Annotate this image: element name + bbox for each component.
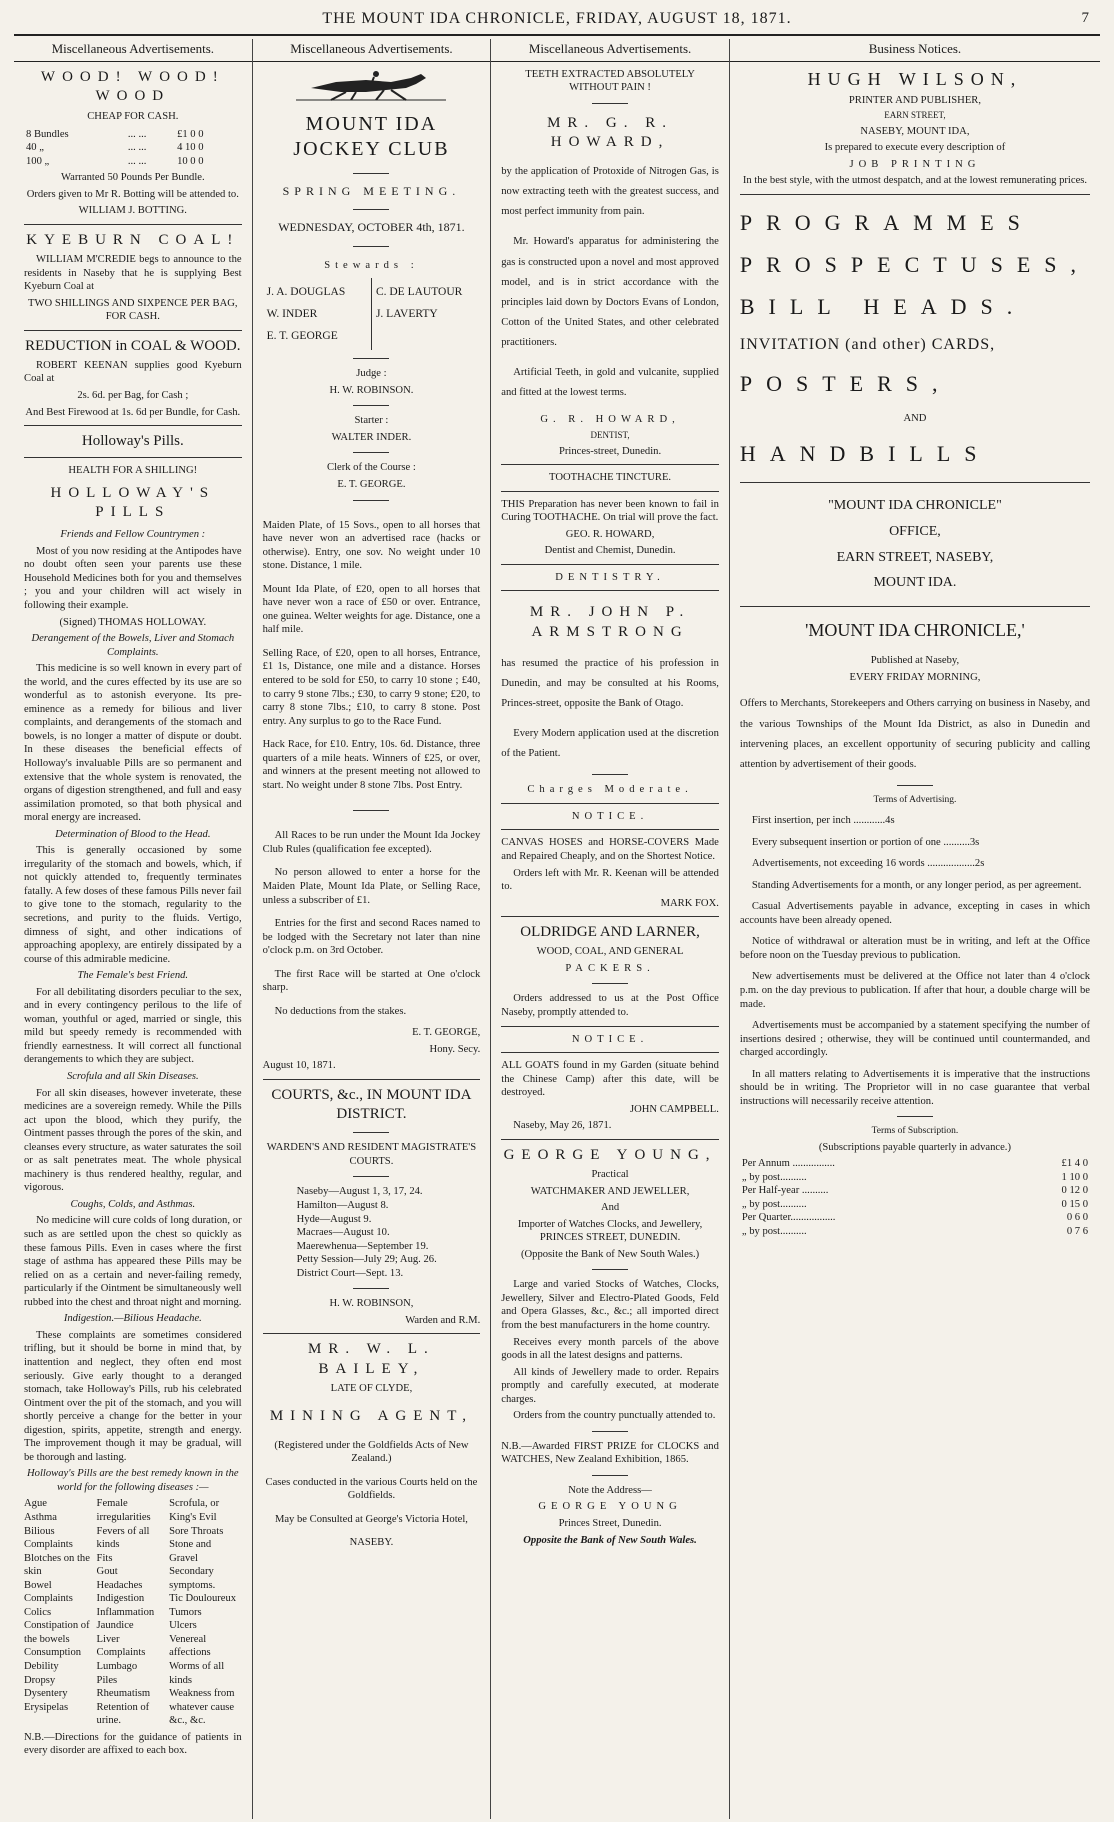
list-item: Dysentery (24, 1688, 68, 1700)
young-addr: GEORGE YOUNG (538, 1501, 682, 1513)
list-item: Ulcers (169, 1620, 197, 1632)
prospectuses: PROSPECTUSES, (739, 252, 1090, 278)
list-item: Venereal affections (169, 1633, 211, 1659)
chronicle-published: Published at Naseby, (870, 655, 960, 667)
terms-2: Every subsequent insertion or portion of one ..........3s (751, 836, 980, 848)
handbills: HANDBILLS (739, 440, 991, 466)
judge-heading: Judge : (356, 368, 387, 380)
young-watchmaker: WATCHMAKER AND JEWELLER, (530, 1185, 690, 1197)
list-item: Stone and Gravel (169, 1539, 212, 1564)
holloway-t3: For all debilitating disorders peculiar to the sex, and in every contingency perilous to the life of woman, youthful or aged, married or single, this mild but speedy remedy is recommended with friendly earnestness. It will correct all functional derangements to which they are subject. (24, 986, 242, 1066)
race-selling: Selling Race, of £20, open to all horses, Entrance, £1 1s, Distance, one mile and a distance. Horses entered to be sold for £50, to carry 10 stone ; £40, to carry 9 stone 7lbs.; £30, to carry 9 stone; £20, to carry 8 stone 7lbs.; £10, to carry 8 stone. Post entry. Any surplus to go to the Race Fund. (262, 647, 481, 727)
wilson-naseby: NASEBY, MOUNT IDA, (860, 125, 970, 137)
masthead-title: THE MOUNT IDA CHRONICLE, FRIDAY, AUGUST 18, 1871. (322, 10, 792, 27)
list-item: Sore Throats (169, 1525, 224, 1537)
list-item: Hamilton—August 8. (296, 1200, 389, 1212)
howard-p1: by the application of Protoxide of Nitrogen Gas, is now extracting teeth with the greatest success, and most perfect immunity from pain. (501, 166, 719, 218)
howard-p3: Artificial Teeth, in gold and vulcanite, supplied and fitted at the lowest terms. (501, 367, 719, 399)
column-1 (14, 39, 253, 1819)
holloway-t2: This is generally occasioned by some irregularity of the stomach and bowels, which, if not quickly attended to, frequently terminates fatally. A few doses of these famous Pills never fail to give tone to the stomach, regularity to the secretions, and purity to the fluids. Vertigo, dimness of sight, and other indications of approaching apoplexy, are entirely dissipated by a course of this admirable medicine. (24, 845, 242, 965)
secretary-title: Hony. Secy. (429, 1043, 481, 1055)
terms-s3: Notice of withdrawal or alteration must be in writing, and left at the Office before noon on the Tuesday previous to publication. (739, 936, 1090, 961)
column-heading: Business Notices. (730, 39, 1100, 62)
office-street: EARN STREET, NASEBY, (836, 549, 994, 565)
list-item: Consumption (24, 1647, 82, 1659)
list-item: Jaundice (96, 1620, 134, 1632)
young-addr2: Princes Street, Dunedin. (558, 1517, 662, 1529)
list-item: Scrofula, or King's Evil (169, 1498, 220, 1523)
holloway-sub: HEALTH FOR A SHILLING! (68, 465, 198, 477)
teeth-heading: TEETH EXTRACTED ABSOLUTELY WITHOUT PAIN ! (525, 68, 695, 94)
printing-and: AND (903, 413, 927, 424)
list-item: Tumors (169, 1606, 202, 1618)
list-item: Erysipelas (24, 1701, 69, 1713)
terms-3: Advertisements, not exceeding 16 words ..................2s (751, 858, 985, 870)
column-3 (491, 39, 730, 1819)
posters: POSTERS, (739, 370, 952, 396)
reduction-p2: And Best Firewood at 1s. 6d per Bundle, for Cash. (25, 406, 241, 418)
notice-heading: NOTICE. (571, 810, 649, 822)
young-p2: Receives every month parcels of the above goods in all the latest designs and patterns. (501, 1336, 719, 1362)
starter: WALTER INDER. (331, 431, 412, 443)
bailey-consult: May be Consulted at George's Victoria Hotel, (274, 1513, 468, 1525)
list-item: Female irregularities (96, 1498, 151, 1523)
meeting-date: WEDNESDAY, OCTOBER 4th, 1871. (278, 220, 465, 235)
wilson-earn: EARN STREET, (884, 110, 946, 121)
list-item: District Court—Sept. 13. (296, 1267, 404, 1279)
courts-sign: H. W. ROBINSON, (329, 1298, 414, 1310)
terms-advertising: Terms of Advertising. (873, 794, 957, 805)
young-and: And (600, 1202, 620, 1214)
howard-address: Princes-street, Dunedin. (559, 445, 662, 457)
holloway-h4: Scrofula and all Skin Diseases. (66, 1071, 199, 1083)
young-p4: Orders from the country punctually attended to. (513, 1410, 716, 1422)
clerk-heading: Clerk of the Course : (327, 462, 416, 474)
wood-orders: Orders given to Mr R. Botting will be attended to. (26, 188, 239, 200)
chronicle-offers: Offers to Merchants, Storekeepers and Others carrying on business in Naseby, and the various Townships of the Mount Ida District, as also in Dunedin and intervening places, an excellent opportunity of securing publicity and calling attention by advertisement of their goods. (739, 698, 1090, 770)
column-heading: Miscellaneous Advertisements. (253, 39, 491, 62)
spring-meeting: SPRING MEETING. (282, 183, 461, 198)
oldridge-title: OLDRIDGE AND LARNER, (520, 924, 700, 941)
list-item: Petty Session—July 29; Aug. 26. (296, 1254, 437, 1266)
holloway-heading: Holloway's Pills. (81, 433, 184, 450)
goats-notice: ALL GOATS found in my Garden (situate behind the Chinese Camp) after this date, will be destroyed. (501, 1060, 719, 1099)
wilson-style: In the best style, with the utmost despatch, and at the lowest remunerating prices. (742, 175, 1088, 187)
young-opposite: (Opposite the Bank of New South Wales.) (520, 1248, 700, 1260)
wood-sign: WILLIAM J. BOTTING. (78, 205, 187, 217)
reduction-body: ROBERT KEENAN supplies good Kyeburn Coal at (24, 359, 242, 385)
list-item: Secondary symptoms. (169, 1566, 216, 1591)
armstrong-p2: Every Modern application used at the discretion of the Patient. (501, 728, 719, 760)
holloway-t6: These complaints are sometimes considered trifling, but it should be borne in mind that, by inattention and neglect, they often end most seriously. Give early thought to a deranged stomach, take Holloway's Pills, rub his celebrated Ointment over the pit of the stomach, and you will shortly perceive a change for the better in your digestion, spirits, appetite, strength and energy. The improvement though it may be gradual, will be thorough and lasting. (24, 1329, 242, 1463)
race-note-4: The first Race will be started at One o'clock sharp. (262, 968, 481, 994)
courts-sub: WARDEN'S AND RESIDENT MAGISTRATE'S COURTS. (266, 1142, 477, 1167)
list-item: Tic Douloureux (169, 1593, 237, 1605)
young-practical: Practical (591, 1169, 629, 1181)
list-item: Bowel Complaints (24, 1579, 73, 1605)
holloway-h7: Holloway's Pills are the best remedy known in the world for the following diseases :— (27, 1468, 239, 1493)
young-title: GEORGE YOUNG, (503, 1146, 717, 1163)
list-item: Blotches on the skin (24, 1552, 90, 1578)
terms-subscription: Terms of Subscription. (871, 1126, 959, 1137)
toothache-body: THIS Preparation has never been known to fail in Curing TOOTHACHE. On trial will prove the fact. (501, 498, 719, 524)
chronicle-every: EVERY FRIDAY MORNING, (849, 671, 981, 683)
column-4 (730, 39, 1100, 1819)
young-prize: N.B.—Awarded FIRST PRIZE for CLOCKS and WATCHES, New Zealand Exhibition, 1865. (501, 1440, 719, 1466)
canvas-orders: Orders left with Mr. R. Keenan will be attended to. (501, 867, 719, 893)
wood-price-table: 8 Bundles ... ... £1 0 0 40 „ ... ... 4 10 0 100 „ ... ... 10 0 0 (26, 128, 204, 167)
wood-warranted: Warranted 50 Pounds Per Bundle. (61, 172, 205, 184)
list-item: Worms of all kinds (169, 1660, 225, 1686)
holloway-greet: Friends and Fellow Countrymen : (60, 529, 206, 541)
column-heading: Miscellaneous Advertisements. (14, 39, 252, 62)
race-note-2: No person allowed to enter a horse for the Maiden Plate, Mount Ida Plate, or Selling Race, unless a subscriber of £1. (262, 867, 481, 906)
young-p1: Large and varied Stocks of Watches, Clocks, Jewellery, Silver and Electro-Plated Goods, Feld and Opera Glasses, &c., &c.; all imported direct from the best manufacturers in the home country. (501, 1279, 719, 1331)
list-item: Macraes—August 10. (296, 1227, 390, 1239)
toothache-sign2: Dentist and Chemist, Dunedin. (544, 545, 676, 557)
kyeburn-price: TWO SHILLINGS AND SIXPENCE PER BAG, FOR CASH. (28, 297, 238, 323)
holloway-t1: This medicine is so well known in every part of the world, and the cures effected by its use are so wonderful as to astonish everyone. Its pre-eminence as a remedy for bilious and liver complaints, and derangements of the stomach and bowels, is no longer a matter of dispute or doubt. In these diseases the beneficial effects of Holloway's invaluable Pills are so permanent and extensive that the whole system is renovated, the organs of digestion strengthened, and full and easy assimilation promoted, so that both physical and moral energy are increased. (24, 663, 242, 824)
wilson-prepared: Is prepared to execute every description of (824, 142, 1006, 154)
list-item: Dropsy (24, 1674, 56, 1686)
holloway-h2: Determination of Blood to the Head. (55, 828, 211, 840)
list-item: Lumbago (96, 1660, 138, 1672)
courts-title: COURTS, &c., IN MOUNT IDA DISTRICT. (271, 1087, 472, 1123)
armstrong-p1: has resumed the practice of his profession in Dunedin, and may be consulted at his Rooms, Princes-street, opposite the Bank of Otago. (501, 657, 719, 709)
young-p3: All kinds of Jewellery made to order. Repairs promptly and carefully executed, at moderate charges. (501, 1366, 719, 1405)
chronicle-title: 'MOUNT IDA CHRONICLE,' (805, 620, 1025, 641)
list-item: Weakness from whatever cause (169, 1688, 235, 1713)
race-note-5: No deductions from the stakes. (274, 1005, 407, 1017)
holloway-t5: No medicine will cure colds of long duration, or such as are settled upon the chest so quickly as these famous Pills. Even in cases where the first stage of asthma has appeared these Pills may be relied on as a certain and never-failing remedy, particularly if the Ointment be simultaneously well rubbed into the chest and throat night and morning. (24, 1215, 242, 1308)
subscription-prices: Per Annum ................ £1 4 0 „ by post.......... 1 10 0 Per Half-year .......... 0 12 0 „ by post.......... 0 15 0 Per Quarter................. 0 6 0 „ by post.......... 0 7 6 (741, 1158, 1088, 1237)
judge: H. W. ROBINSON. (329, 384, 414, 396)
wilson-printer: PRINTER AND PUBLISHER, (848, 94, 982, 106)
kyeburn-title: KYEBURN COAL! (26, 231, 240, 248)
list-item: Piles (96, 1674, 118, 1686)
list-item: Bilious Complaints (24, 1525, 73, 1551)
page-number: 7 (1081, 10, 1090, 26)
bailey-sub: LATE OF CLYDE, (330, 1382, 413, 1394)
list-item: Constipation of the bowels (24, 1620, 90, 1645)
bailey-cases: Cases conducted in the various Courts held on the Goldfields. (265, 1476, 478, 1502)
office-mount-ida: MOUNT IDA. (873, 575, 957, 591)
toothache-sign: GEO. R. HOWARD, (565, 528, 655, 540)
stewards-heading: Stewards : (324, 259, 419, 271)
office-sub: OFFICE, (889, 523, 941, 539)
bailey-title: MR. W. L. BAILEY, (308, 1341, 435, 1377)
notice-heading-2: NOTICE. (571, 1033, 649, 1045)
kyeburn-body: WILLIAM M'CREDIE begs to announce to the residents in Naseby that he is supplying Best Kyeburn Coal at (24, 254, 242, 293)
list-item: Naseby—August 1, 3, 17, 24. (296, 1186, 423, 1198)
holloway-signed: (Signed) THOMAS HOLLOWAY. (59, 616, 207, 628)
list-item: Fits (96, 1552, 113, 1564)
column-heading: Miscellaneous Advertisements. (491, 39, 729, 62)
young-note: Note the Address— (568, 1484, 652, 1496)
list-item: Asthma (24, 1511, 57, 1523)
terms-s1: Standing Advertisements for a month, or any longer period, as per agreement. (751, 879, 1082, 891)
clerk: E. T. GEORGE. (337, 478, 406, 490)
charges-moderate: Charges Moderate. (527, 784, 693, 796)
holloway-title: HOLLOWAY'S PILLS (50, 484, 216, 521)
jockey-club-title: MOUNT IDA JOCKEY CLUB (293, 112, 450, 161)
list-item: Rheumatism (96, 1688, 151, 1700)
list-item: Retention of urine. (96, 1701, 150, 1727)
howard-p2: Mr. Howard's apparatus for administering the gas is constructed upon a novel and most approved model, and is in strict accordance with the principles laid down by Doctors Evans of London, Cotton of the United States, and other celebrated practitioners. (501, 236, 719, 349)
howard-dentist: DENTIST, (590, 430, 630, 441)
terms-1: First insertion, per inch ............4s (751, 815, 895, 827)
young-addr3: Opposite the Bank of New South Wales. (523, 1534, 697, 1546)
stewards-list: J. A. DOUGLAS W. INDER E. T. GEORGE C. DE LAUTOUR J. LAVERTY (263, 278, 481, 350)
canvas-notice: CANVAS HOSES and HORSE-COVERS Made and Repaired Cheaply, and on the Shortest Notice. (501, 837, 719, 862)
oldridge-sub: WOOD, COAL, AND GENERAL (536, 946, 684, 958)
list-item: Hyde—August 9. (296, 1213, 372, 1225)
mining-agent: MINING AGENT, (269, 1408, 474, 1425)
holloway-h6: Indigestion.—Bilious Headache. (63, 1313, 202, 1325)
holloway-t4: For all skin diseases, however inveterate, these medicines are a sovereign remedy. While the Pills act upon the blood, which they purify, the Ointment passes through the pores of the skin, and cleanses every structure, as water saturates the soil or as salt penetrates meat. The whole physical machinery is thus rendered healthy, regular, and vigorous. (24, 1087, 242, 1194)
terms-s4: New advertisements must be delivered at the Office not later than 4 o'clock p.m. on the day previous to publication. If after that hour, a double charge will be made. (739, 971, 1090, 1010)
race-maiden-plate: Maiden Plate, of 15 Sovs., open to all horses that have never won an advertised race (hacks or otherwise). Entry, one sov. No weight under 10 stone. Distance, 1 mile. (262, 519, 481, 572)
race-note-3: Entries for the first and second Races named to be lodged with the Secretary not later than nine o'clock p.m. on 3rd October. (262, 918, 481, 957)
wood-ad-title: WOOD! WOOD! WOOD (40, 68, 225, 104)
subscription-note: (Subscriptions payable quarterly in advance.) (818, 1141, 1011, 1153)
starter-heading: Starter : (354, 415, 389, 427)
list-item: Inflammation (96, 1606, 155, 1618)
courts-sign2: Warden and R.M. (405, 1314, 481, 1326)
list-item: Indigestion (96, 1593, 145, 1605)
holloway-h5: Coughs, Colds, and Asthmas. (70, 1198, 196, 1210)
list-item: Gout (96, 1566, 118, 1578)
list-item: Ague (24, 1498, 47, 1510)
toothache-title: TOOTHACHE TINCTURE. (549, 472, 672, 484)
list-item: &c., &c. (169, 1715, 206, 1727)
campbell-date: Naseby, May 26, 1871. (513, 1120, 612, 1132)
terms-s6: In all matters relating to Advertisements it is imperative that the instructions should be in writing. The Proprietor will in no case guarantee that verbal instructions will necessarily receive attention. (739, 1068, 1090, 1107)
ailments-list (24, 1497, 242, 1727)
list-item: Liver Complaints (96, 1633, 146, 1659)
bailey-registered: (Registered under the Goldfields Acts of New Zealand.) (274, 1439, 469, 1465)
howard-title: MR. G. R. HOWARD, (547, 114, 674, 150)
campbell-sign: JOHN CAMPBELL. (629, 1103, 719, 1115)
list-item: Headaches (96, 1579, 143, 1591)
howard-sign: G. R. HOWARD, (540, 414, 680, 426)
list-item: Maerewhenua—September 19. (296, 1240, 429, 1252)
reduction-p1: 2s. 6d. per Bag, for Cash ; (77, 390, 189, 402)
holloway-nb: N.B.—Directions for the guidance of patients in every disorder are affixed to each box. (24, 1731, 242, 1757)
young-importer: Importer of Watches Clocks, and Jewellery, PRINCES STREET, DUNEDIN. (517, 1218, 703, 1244)
reduction-title: REDUCTION in COAL & WOOD. (25, 337, 241, 354)
secretary-sign: E. T. GEORGE, (412, 1027, 481, 1039)
oldridge-packers: PACKERS. (565, 962, 655, 974)
armstrong-title: MR. JOHN P. ARMSTRONG (529, 604, 691, 640)
courts-list (263, 1185, 481, 1280)
mark-fox: MARK FOX. (660, 897, 719, 909)
office-title: "MOUNT IDA CHRONICLE" (828, 497, 1002, 513)
job-printing: JOB PRINTING (849, 158, 981, 170)
list-item: Colics (24, 1606, 52, 1618)
bailey-naseby: NASEBY. (349, 1537, 394, 1549)
programmes: PROGRAMMES (739, 209, 1034, 235)
wood-sub: CHEAP FOR CASH. (87, 111, 179, 122)
terms-s5: Advertisements must be accompanied by a statement specifying the number of insertions desired ; otherwise, they will be continued until countermanded, and charged accordingly. (739, 1020, 1090, 1059)
oldridge-orders: Orders addressed to us at the Post Office Naseby, promptly attended to. (501, 993, 719, 1019)
jockey-date: August 10, 1871. (262, 1060, 336, 1072)
wilson-title: HUGH WILSON, (807, 68, 1023, 89)
holloway-h1: Derangement of the Bowels, Liver and Stomach Complaints. (31, 633, 235, 658)
racehorse-icon (296, 68, 446, 102)
column-2 (253, 39, 492, 1819)
dentistry-heading: DENTISTRY. (555, 571, 665, 583)
list-item: Fevers of all kinds (96, 1525, 150, 1551)
race-note-1: All Races to be run under the Mount Ida Jockey Club Rules (qualification fee excepted). (262, 830, 481, 855)
race-hack: Hack Race, for £10. Entry, 10s. 6d. Distance, three quarters of a mile heats. Winners of £25, or over, and winners at the present meeting not allowed to start. No weight under 8 stone 7lbs. Post Entry. (262, 739, 481, 791)
masthead (14, 4, 1100, 36)
bill-heads: BILL HEADS. (739, 294, 1027, 320)
terms-s2: Casual Advertisements payable in advance, excepting in cases in which accounts have been already opened. (739, 901, 1090, 926)
holloway-intro: Most of you now residing at the Antipodes have no doubt often seen your parents use these Household Medicines both for you and themselves ; you and your children will act wisely in following their example. (24, 545, 242, 611)
holloway-h3: The Female's best Friend. (77, 970, 189, 982)
invitation-cards: INVITATION (and other) CARDS, (739, 336, 996, 354)
list-item: Debility (24, 1660, 59, 1672)
race-mount-ida-plate: Mount Ida Plate, of £20, open to all horses that have never won a race of £50 or over. Entrance, one guinea. Welter weights for age. Distance, one a half mile. (262, 583, 481, 636)
